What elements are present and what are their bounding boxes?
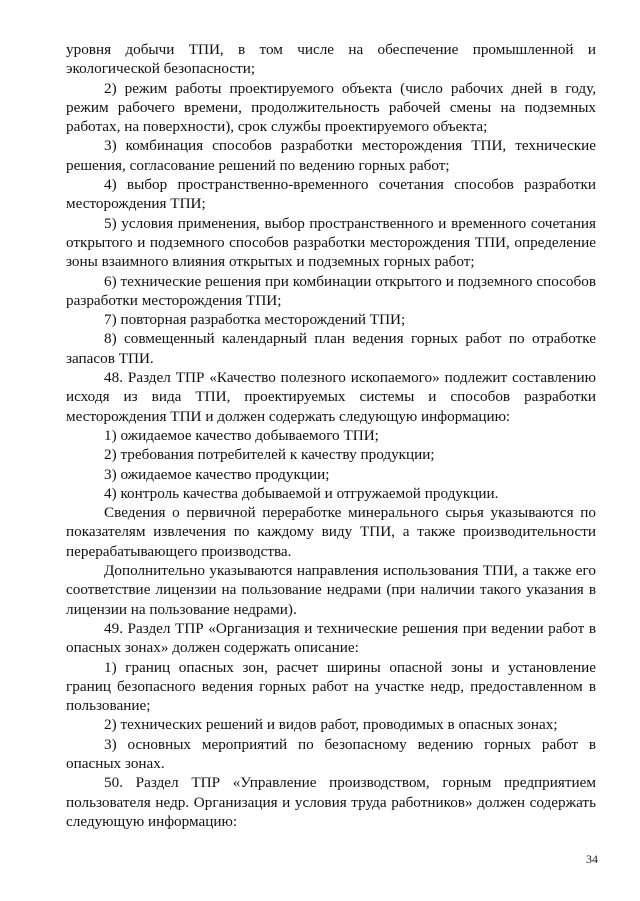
paragraph: 1) ожидаемое качество добываемого ТПИ; [104, 426, 379, 444]
paragraph: Сведения о первичной переработке минерального сырья указываются по показателям извлечения по каждому виду ТПИ, а также производительности перерабатывающего производства. [66, 504, 596, 560]
paragraph: Дополнительно указываются направления использования ТПИ, а также его соответствие лицензии на пользование недрами (при наличии такого указания в лицензии на пользование недрами). [66, 562, 596, 618]
paragraph: 3) комбинация способов разработки месторождения ТПИ, технические решения, согласование решений по ведению горных работ; [66, 137, 596, 174]
paragraph: 4) выбор пространственно-временного сочетания способов разработки месторождения ТПИ; [66, 176, 596, 213]
paragraph: 7) повторная разработка месторождений ТПИ; [104, 311, 406, 329]
page-number: 34 [586, 852, 598, 866]
section-50-heading: 50. Раздел ТПР «Управление производством, горным предприятием пользователя недр. Организация и условия труда работников» должен содержать следующую информацию: [66, 774, 596, 830]
paragraph: 8) совмещенный календарный план ведения горных работ по отработке запасов ТПИ. [66, 330, 596, 367]
paragraph: 1) границ опасных зон, расчет ширины опасной зоны и установление границ безопасного ведения горных работ на участке недр, предоставленном в пользование; [66, 658, 596, 715]
paragraph: 4) контроль качества добываемой и отгружаемой продукции. [104, 484, 499, 502]
paragraph: 3) ожидаемое качество продукции; [104, 465, 330, 483]
paragraph: 2) требования потребителей к качеству продукции; [104, 446, 435, 464]
paragraph: уровня добычи ТПИ, в том числе на обеспечение промышленной и экологической безопасности; [66, 41, 596, 78]
section-49-heading: 49. Раздел ТПР «Организация и технические решения при ведении работ в опасных зонах» должен содержать описание: [66, 619, 596, 657]
section-48-heading: 48. Раздел ТПР «Качество полезного ископаемого» подлежит составлению исходя из вида ТПИ, проектируемых системы и способов разработки месторождения ТПИ и должен содержать следующую информацию: [66, 369, 596, 425]
paragraph: 3) основных мероприятий по безопасному ведению горных работ в опасных зонах. [66, 735, 596, 772]
paragraph: 2) технических решений и видов работ, проводимых в опасных зонах; [104, 716, 558, 734]
document-body [66, 40, 596, 831]
paragraph: 5) условия применения, выбор пространственного и временного сочетания открытого и подземного способов разработки месторождения ТПИ, определение зоны взаимного влияния открытых и подземных горных работ; [66, 214, 596, 271]
paragraph: 6) технические решения при комбинации открытого и подземного способов разработки месторождения ТПИ; [66, 272, 596, 309]
paragraph: 2) режим работы проектируемого объекта (число рабочих дней в году, режим рабочего времени, продолжительность рабочей смены на подземных работах, на поверхности), срок службы проектируемого объекта; [66, 79, 596, 136]
